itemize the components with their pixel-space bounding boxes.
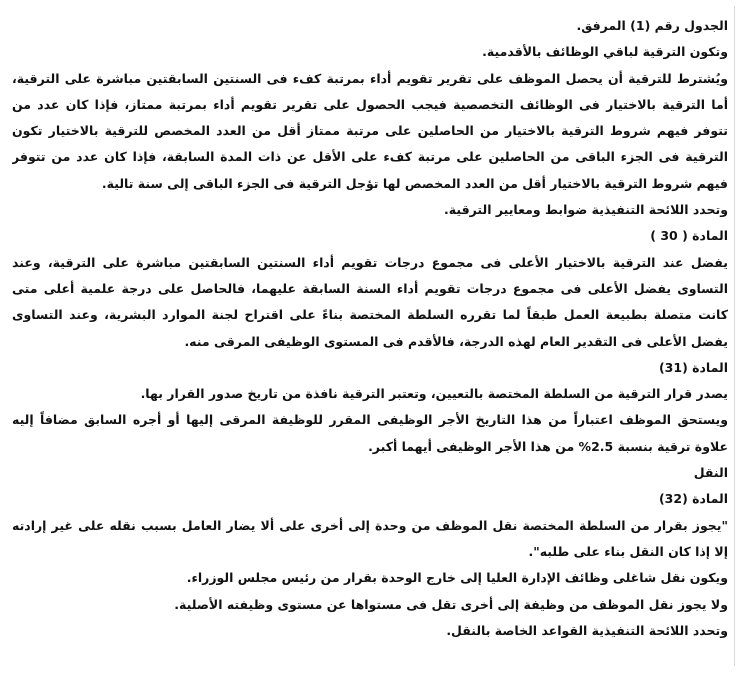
article-heading: النقل	[693, 465, 728, 481]
document-page	[8, 6, 735, 666]
paragraph-line: التساوى يفضل الأعلى فى مجموع درجات تقويم أداء السنة السابقة عليهما، فالحاصل على درجة علمية أعلى متى	[12, 280, 728, 296]
paragraph-line: ويستحق الموظف اعتباراً من هذا التاريخ الأجر الوظيفى المقرر للوظيفة المرقى إليها أو أجره السابق مضافاً إليه	[12, 412, 728, 428]
paragraph-line: ويكون نقل شاغلى وظائف الإدارة العليا إلى خارج الوحدة بقرار من رئيس مجلس الوزراء.	[186, 570, 728, 586]
paragraph-line: إلا إذا كان النقل بناء على طلبه".	[528, 543, 728, 559]
paragraph-line: فيهم شروط الترقية بالاختيار أقل من العدد المخصص لها تؤجل الترقية فى الجزء الباقى إلى سنة تالية.	[101, 175, 728, 191]
paragraph-line: "يجوز بقرار من السلطة المختصة نقل الموظف من وحدة إلى أخرى على ألا يضار العامل بسبب نقله على غير إرادته	[12, 517, 728, 533]
paragraph-line: وتحدد اللائحة التنفيذية القواعد الخاصة بالنقل.	[446, 622, 728, 638]
paragraph-line: الترقية فى الجزء الباقى من الحاصلين على مرتبة كفء على الأقل عن ذات المدة السابقة، فإذا كان عدد من تتوفر	[12, 149, 728, 165]
article-heading: المادة (31)	[658, 359, 728, 375]
paragraph-line: أما الترقية بالاختيار فى الوظائف التخصصية فيجب الحصول على تقرير تقويم أداء بمرتبة ممتاز، فإذا كان عدد من	[12, 96, 728, 112]
document-body	[8, 6, 734, 644]
paragraph-line: وتكون الترقية لباقي الوظائف بالأقدمية.	[482, 44, 728, 60]
paragraph-line: يفضل الأعلى فى التقدير العام لهذه الدرجة، فالأقدم فى المستوى الوظيفى المرقى منه.	[184, 333, 728, 349]
article-heading: المادة ( 30 )	[650, 228, 728, 244]
paragraph-line: يصدر قرار الترقية من السلطة المختصة بالتعيين، وتعتبر الترقية نافذة من تاريخ صدور القرار بها.	[140, 386, 728, 402]
paragraph-line: ويُشترط للترقية أن يحصل الموظف على تقرير تقويم أداء بمرتبة كفء فى السنتين السابقتين مباشرة على الترقية،	[12, 70, 728, 86]
paragraph-line: ولا يجوز نقل الموظف من وظيفة إلى أخرى تقل فى مستواها عن مستوى وظيفته الأصلية.	[174, 596, 728, 612]
paragraph-line: تتوفر فيهم شروط الترقية بالاختيار من الحاصلين على مرتبة ممتاز أقل من العدد المخصص للترقية بالاختيار تكون	[12, 123, 728, 139]
paragraph-line: وتحدد اللائحة التنفيذية ضوابط ومعايير الترقية.	[444, 202, 728, 218]
article-heading: المادة (32)	[658, 491, 728, 507]
paragraph-line: كانت متصلة بطبيعة العمل طبقاً لما تقرره السلطة المختصة بناءً على اقتراح لجنة الموارد البشرية، وعند التساوى	[12, 307, 728, 323]
paragraph-line: يفضل عند الترقية بالاختيار الأعلى فى مجموع درجات تقويم أداء السنتين السابقتين مباشرة على الترقية، وعند	[12, 254, 728, 270]
paragraph-line: الجدول رقم (1) المرفق.	[576, 18, 728, 33]
paragraph-line: علاوة ترقية بنسبة 2.5% من هذا الأجر الوظيفى أيهما أكبر.	[368, 438, 728, 454]
